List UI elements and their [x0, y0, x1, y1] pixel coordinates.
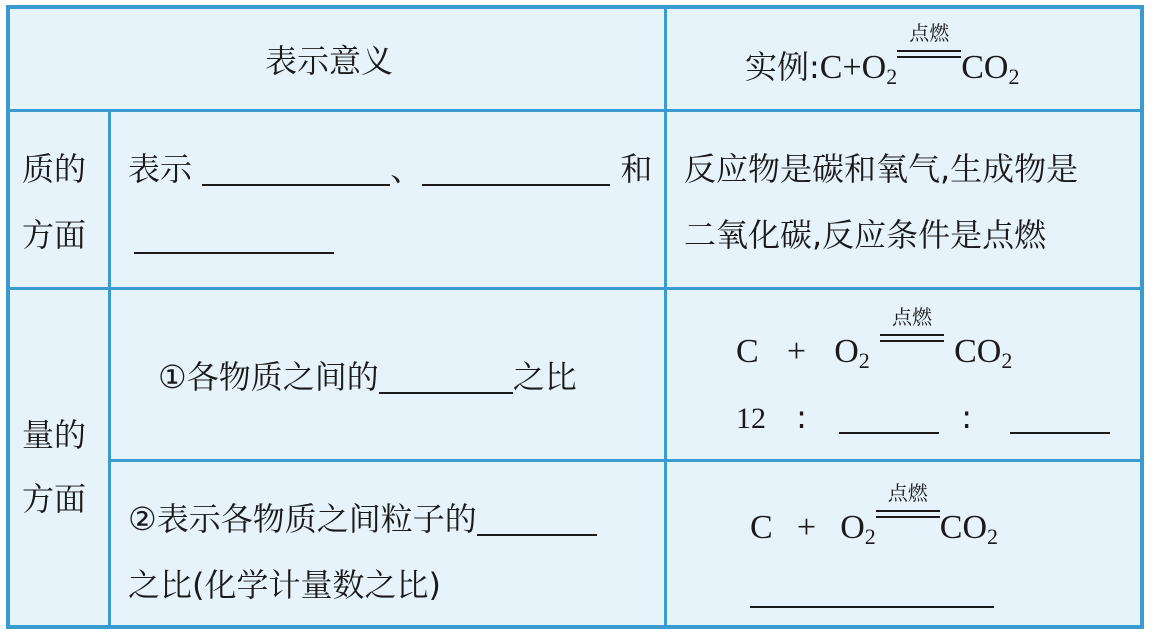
reaction-condition-arrow — [876, 481, 940, 536]
quantity-item2-line2 — [128, 553, 441, 617]
quantity-label-line1 — [22, 403, 86, 467]
reaction-condition-text: 点燃 — [909, 21, 950, 45]
quantity-item1-suffix: 之比 — [512, 358, 577, 396]
equation-product-co2: $CO_2$ — [954, 333, 1013, 373]
reaction-condition-arrow — [880, 305, 944, 360]
coefficient-ratio-blank[interactable] — [750, 576, 994, 608]
header-example — [745, 21, 1020, 109]
quantity-item1-prefix: ①各物质之间的 — [158, 358, 379, 396]
quantity-item2-line1 — [128, 487, 597, 551]
quality-label-line2 — [22, 203, 86, 267]
quality-label-text2: 方面 — [22, 216, 87, 254]
quantity-equation-2 — [750, 481, 999, 569]
ratio-blank-co2[interactable] — [1010, 402, 1110, 434]
equation-reactant-c: C — [819, 49, 843, 86]
quantity-blank-mass[interactable] — [379, 362, 513, 394]
quality-label-text1: 质的 — [22, 150, 87, 188]
ratio-carbon-mass: 12 — [736, 402, 766, 435]
reaction-condition-text: 点燃 — [891, 305, 932, 329]
equation-product-co2: $CO_2$ — [961, 49, 1020, 89]
equation-reactant-o2: $O_2$ — [861, 49, 898, 89]
col-divider-label — [108, 109, 111, 625]
quantity-blank-particle[interactable] — [477, 504, 597, 536]
quality-prefix: 表示 — [128, 150, 193, 188]
quantity-item2-prefix: ②表示各物质之间粒子的 — [128, 500, 477, 538]
quality-label-line1 — [22, 137, 86, 201]
reaction-condition-text: 点燃 — [887, 481, 928, 505]
ratio-colon-1: : — [796, 398, 807, 436]
header-meaning-text: 表示意义 — [265, 42, 394, 80]
quality-fill-line1 — [128, 137, 652, 201]
ratio-blank-oxygen[interactable] — [839, 402, 939, 434]
row-divider-quality — [10, 287, 1140, 290]
quality-blank-3[interactable] — [134, 222, 334, 254]
quality-example-line2 — [684, 203, 1046, 267]
equation-reactant-c: C — [750, 509, 773, 546]
equation-plus: + — [786, 333, 807, 370]
quantity-equation-2-blank — [750, 559, 994, 623]
quality-fill-line2 — [134, 205, 334, 269]
quality-example-line1 — [684, 137, 1078, 201]
col-divider-example — [664, 9, 667, 625]
quality-example-text1: 反应物是碳和氧气,生成物是 — [684, 150, 1079, 188]
quantity-label-line2 — [22, 467, 86, 531]
equation-reactant-c: C — [736, 333, 759, 370]
quantity-item2-text2: 之比(化学计量数之比) — [128, 566, 441, 604]
quality-separator: 、 — [390, 150, 423, 188]
quality-blank-1[interactable] — [202, 154, 390, 186]
equation-plus: + — [842, 49, 862, 86]
summary-table — [6, 5, 1144, 629]
quantity-item1 — [158, 345, 577, 409]
quantity-equation-1 — [736, 305, 1013, 393]
quantity-ratio-row — [736, 385, 1110, 451]
quantity-label-text1: 量的 — [22, 416, 87, 454]
row-divider-header — [10, 109, 1140, 112]
equation-plus: + — [796, 509, 817, 546]
quality-blank-2[interactable] — [422, 154, 610, 186]
quantity-label-text2: 方面 — [22, 480, 87, 518]
equation-reactant-o2: $O_2$ — [834, 333, 870, 373]
equation-product-co2: $CO_2$ — [939, 509, 999, 549]
equation-reactant-o2: $O_2$ — [840, 509, 876, 549]
row-divider-quantity — [108, 459, 1140, 462]
header-meaning — [265, 29, 393, 93]
quality-and: 和 — [620, 150, 653, 188]
quality-example-text2: 二氧化碳,反应条件是点燃 — [684, 216, 1047, 254]
reaction-condition-arrow — [897, 21, 961, 76]
ratio-colon-2: : — [961, 398, 973, 436]
header-example-prefix: 实例: — [745, 48, 820, 86]
